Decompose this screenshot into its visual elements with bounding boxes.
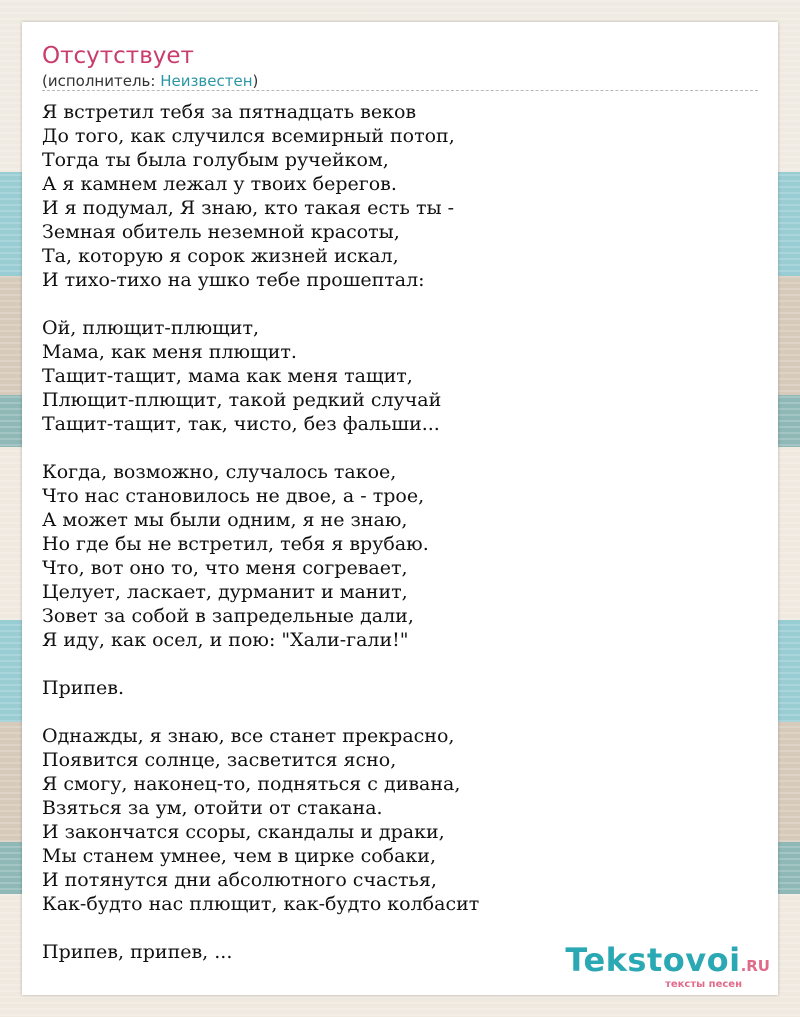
blank-line — [42, 916, 758, 940]
lyric-line: Что, вот оно то, что меня согревает, — [42, 557, 408, 579]
lyric-line: Тащит-тащит, мама как меня тащит, — [42, 365, 413, 387]
lyrics-card — [22, 22, 778, 995]
blank-line — [42, 436, 758, 460]
lyric-line: Плющит-плющит, такой редкий случай — [42, 389, 442, 411]
song-title: Отсутствует — [42, 43, 194, 69]
lyric-line: Тогда ты была голубым ручейком, — [42, 149, 389, 171]
lyric-line: Однажды, я знаю, все станет прекрасно, — [42, 725, 455, 747]
artist-link[interactable]: Неизвестен — [160, 72, 253, 90]
lyric-line: До того, как случился всемирный потоп, — [42, 125, 455, 147]
lyric-line: И закончатся ссоры, скандалы и драки, — [42, 821, 445, 843]
lyric-line: Как-будто нас плющит, как-будто колбасит — [42, 893, 480, 915]
lyrics-text — [42, 100, 758, 964]
logo-wordmark — [565, 943, 770, 983]
lyric-line: Появится солнце, засветится ясно, — [42, 749, 397, 771]
lyric-line: И я подумал, Я знаю, кто такая есть ты - — [42, 197, 455, 219]
lyric-line: А может мы были одним, я не знаю, — [42, 509, 408, 531]
artist-line — [42, 71, 258, 91]
lyric-line: И тихо-тихо на ушко тебе прошептал: — [42, 269, 425, 291]
lyric-line: Когда, возможно, случалось такое, — [42, 461, 397, 483]
lyric-line: Я иду, как осел, и пою: "Хали-гали!" — [42, 629, 409, 651]
lyric-line: Целует, ласкает, дурманит и манит, — [42, 581, 408, 603]
artist-suffix: ) — [252, 72, 259, 90]
lyric-line: Взяться за ум, отойти от стакана. — [42, 797, 383, 819]
lyric-line: А я камнем лежал у твоих берегов. — [42, 173, 397, 195]
lyric-line: Ой, плющит-плющит, — [42, 317, 260, 339]
lyric-line: Но где бы не встретил, тебя я врубаю. — [42, 533, 429, 555]
lyric-line: Я смогу, наконец-то, подняться с дивана, — [42, 773, 461, 795]
dashed-divider — [42, 90, 758, 91]
lyric-line: И потянутся дни абсолютного счастья, — [42, 869, 437, 891]
logo-tld: .RU — [740, 957, 770, 975]
lyric-line: Припев, припев, ... — [42, 941, 233, 963]
lyric-line: Что нас становилось не двое, а - трое, — [42, 485, 425, 507]
lyric-line: Земная обитель неземной красоты, — [42, 221, 400, 243]
blank-line — [42, 292, 758, 316]
artist-prefix: (исполнитель: — [42, 72, 161, 90]
lyric-line: Зовет за собой в запредельные дали, — [42, 605, 414, 627]
lyric-line: Мама, как меня плющит. — [42, 341, 297, 363]
tekstovoi-logo[interactable] — [565, 943, 770, 991]
lyric-line: Та, которую я сорок жизней искал, — [42, 245, 399, 267]
logo-tagline: тексты песен — [665, 979, 742, 990]
logo-name: Tekstovoi — [565, 941, 741, 979]
lyric-line: Мы станем умнее, чем в цирке собаки, — [42, 845, 436, 867]
blank-line — [42, 700, 758, 724]
lyric-line: Тащит-тащит, так, чисто, без фальши... — [42, 413, 440, 435]
lyric-line: Я встретил тебя за пятнадцать веков — [42, 101, 417, 123]
lyric-line: Припев. — [42, 677, 125, 699]
blank-line — [42, 652, 758, 676]
